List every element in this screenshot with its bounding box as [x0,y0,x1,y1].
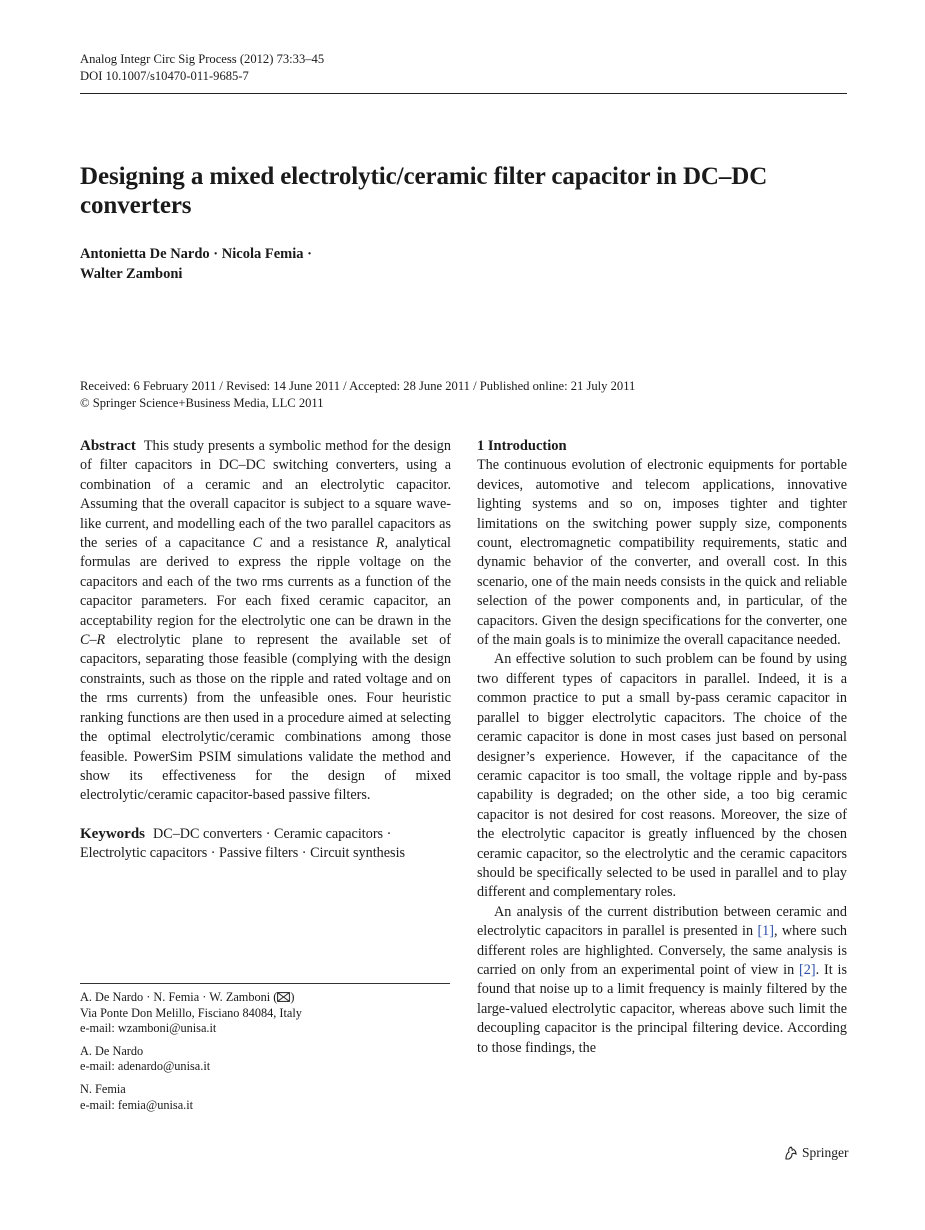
publication-history [80,378,635,411]
journal-citation: Analog Integr Circ Sig Process (2012) 73:33–45 [80,52,325,66]
envelope-icon[interactable] [277,992,290,1002]
keywords-text: DC–DC converters · Ceramic capacitors · Electrolytic capacitors · Passive filters · Circuit synthesis [80,825,406,862]
affiliation-main: A. De Nardo · N. Femia · W. Zamboni ( ) Via Ponte Don Melillo, Fisciano 84084, Italy e-mail: wzamboni@unisa.it [80,990,302,1036]
springer-horse-icon [783,1145,799,1161]
affiliation-address: Via Ponte Don Melillo, Fisciano 84084, Italy [80,1005,302,1020]
header-rule [80,93,847,94]
right-column [477,437,847,1058]
email-de-nardo[interactable]: e-mail: adenardo@unisa.it [80,1059,211,1074]
journal-header [80,51,324,85]
email-femia[interactable]: e-mail: femia@unisa.it [80,1097,194,1112]
author-list [80,245,312,284]
affiliation-femia: N. Femia e-mail: femia@unisa.it [80,1082,302,1113]
citation-link-1[interactable]: [1] [757,923,774,940]
authors-line-2: Walter Zamboni [80,265,183,282]
intro-paragraph-1: The continuous evolution of electronic equipments for portable devices, automotive and telecom applications, innovative lighting systems and so on, imposes tighter and tighter limitations on the switching power supply size, components count, electromagnetic compatibility requirements, static and dynamic behavior of the converter, and overall cost. In this scenario, one of the main needs consists in the quick and reliable selection of the power components and, in particular, of the capacitors. Given the design specifications for the converter, one of the main goals is to minimize the overall capacitance needed. [477,457,847,649]
keywords-label: Keywords [80,825,145,842]
intro-paragraph-3: An analysis of the current distribution between ceramic and electrolytic capacitors in parallel is presented in [1], where such different roles are highlighted. Conversely, the same analysis is carried on only from an experimental point of view in [2]. It is found that noise up to a limit frequency is mainly filtered by the large-valued electrolytic capacitor, whereas above such limit the decoupling capacitor is the principal filtering device. According to those findings, the [477,903,847,1056]
doi-line: DOI 10.1007/s10470-011-9685-7 [80,69,249,83]
keywords [80,825,451,864]
publisher-name: Springer [802,1145,849,1160]
section-heading-introduction: 1 Introduction [477,438,567,454]
corresponding-email[interactable]: e-mail: wzamboni@unisa.it [80,1021,217,1036]
abstract: Abstract This study presents a symbolic method for the design of filter capacitors in DC–DC switching converters, using a combination of a ceramic and an electrolytic capacitor. Assuming that the overall capacitor is subject to a square wave-like current, and modelling each of the two parallel capacitors as the series of a capacitance C and a resistance R, analytical formulas are derived to express the ripple voltage on the capacitors and each of the two rms currents as a function of the capacitor parameters. For each fixed ceramic capacitor, an acceptability region for the electrolytic one can be drawn in the C–R electrolytic plane to represent the available set of capacitors, separating those feasible (complying with the design constraints, such as those on the ripple and rated voltage and on the rms currents) from the unfeasible ones. Four heuristic ranking functions are then used in a procedure aimed at selecting the optimal electrolytic/ceramic combinations among those feasible. PowerSim PSIM simulations validate the method and show its effectiveness for the design of mixed electrolytic/ceramic capacitor-based passive filters. [80,438,451,804]
affiliation-de-nardo: A. De Nardo e-mail: adenardo@unisa.it [80,1044,302,1075]
history-dates: Received: 6 February 2011 / Revised: 14 June 2011 / Accepted: 28 June 2011 / Published online: 21 July 2011 [80,379,636,393]
left-column [80,437,451,864]
authors-line-1: Antonietta De Nardo · Nicola Femia · [80,246,312,262]
intro-paragraph-2: An effective solution to such problem can be found by using two different types of capacitors in parallel. Indeed, it is a common practice to put a small by-pass ceramic capacitor in parallel to bigger electrolytic capacitors. The choice of the ceramic capacitor is done in most cases just based on personal designer’s experience. However, if the capacitance of the ceramic capacitor is too small, the voltage ripple and by-pass capability is degraded; on the other side, a too big ceramic capacitor is not desired for cost reasons. Moreover, the size of the electrolytic capacitor is greatly influenced by the chosen ceramic capacitor, so the electrolytic and the ceramic capacitors should be specifically selected to be used in parallel and to play different and complementary roles. [477,651,847,901]
footnote-rule [80,983,450,984]
paper-title: Designing a mixed electrolytic/ceramic filter capacitor in DC–DC converters [80,163,768,219]
author-affiliations [80,990,302,1120]
copyright-line: © Springer Science+Business Media, LLC 2011 [80,395,324,410]
publisher-logo [783,1145,849,1161]
abstract-label: Abstract [80,438,136,454]
citation-link-2[interactable]: [2] [799,961,816,978]
